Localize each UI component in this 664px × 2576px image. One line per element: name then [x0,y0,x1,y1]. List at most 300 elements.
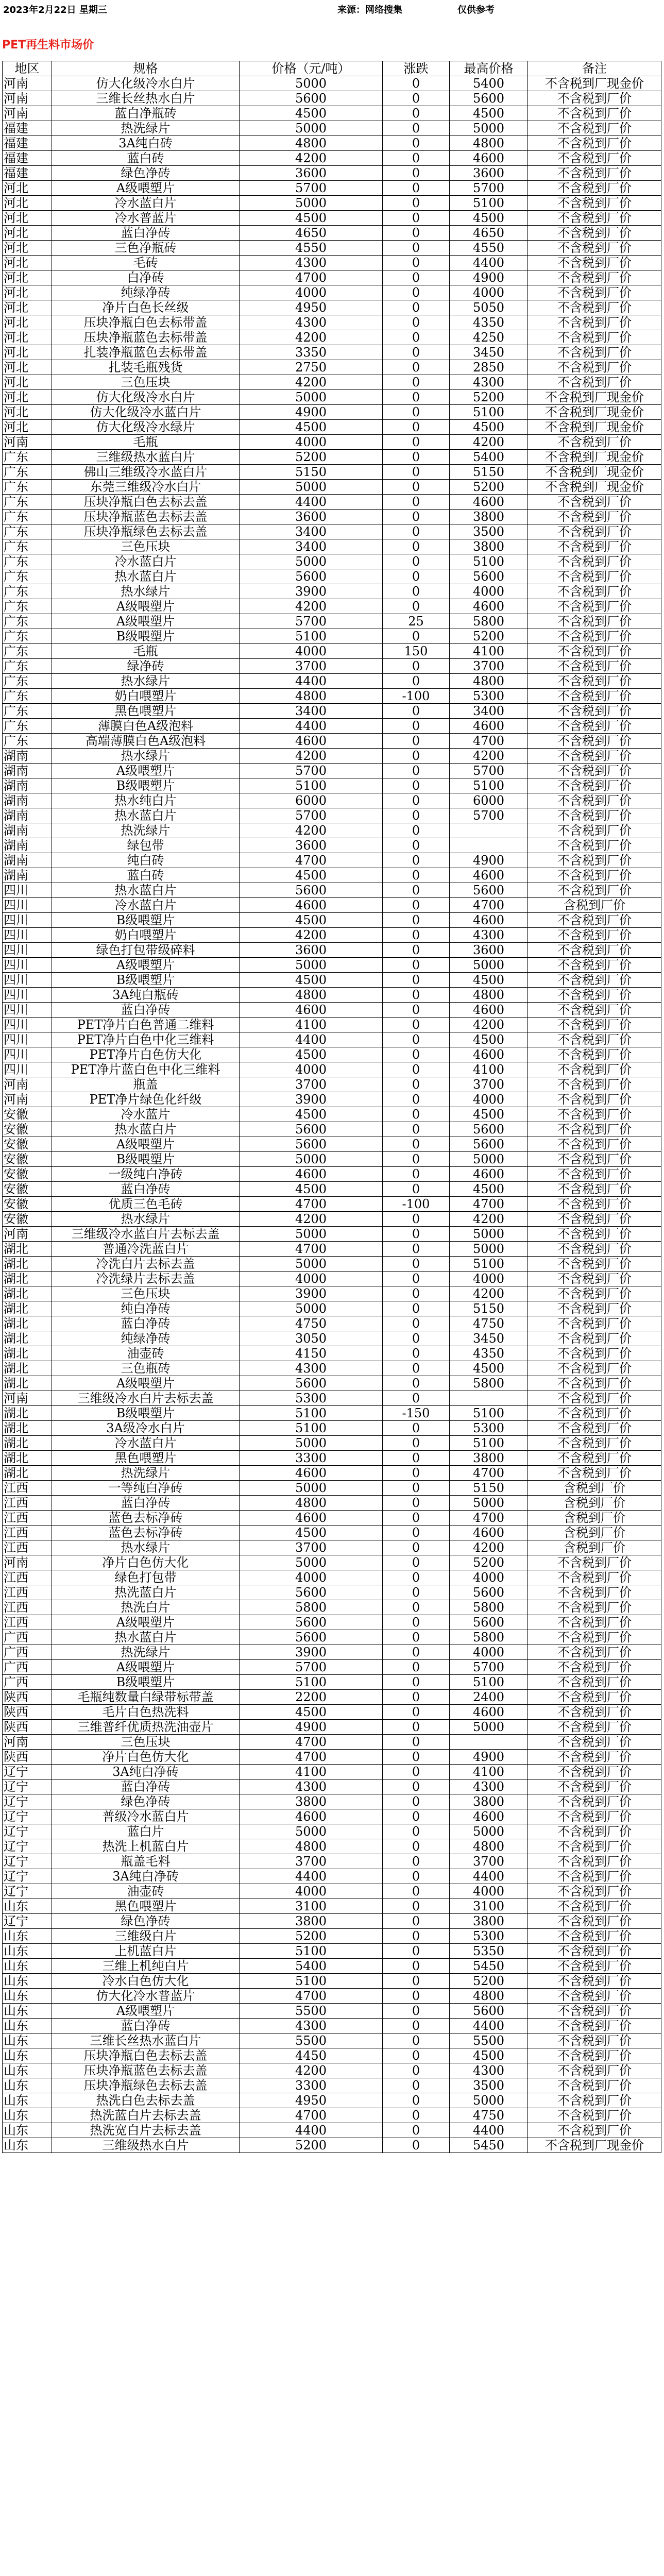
table-row [3,778,661,793]
table-row [3,2063,661,2078]
cell-region: 辽宁 [3,1839,52,1854]
cell-price: 5000 [240,1824,383,1839]
cell-region: 广东 [3,734,52,749]
cell-note: 不含税到厂价 [528,1690,661,1705]
cell-spec: 净片白色仿大化 [52,1750,240,1765]
table-row [3,1047,661,1062]
cell-note: 不含税到厂价 [528,1555,661,1570]
cell-spec: 仿大化级冷水绿片 [52,420,240,435]
cell-spec: 冷水蓝白片 [52,196,240,211]
cell-note: 不含税到厂价 [528,793,661,808]
cell-change: -100 [383,689,450,704]
cell-price: 4450 [240,2048,383,2063]
cell-price: 5600 [240,1376,383,1391]
cell-spec: PET净片蓝白色中化三维料 [52,1062,240,1077]
cell-price: 4500 [240,1047,383,1062]
cell-change: 0 [383,1884,450,1899]
cell-change: 0 [383,285,450,300]
cell-region: 江西 [3,1615,52,1630]
cell-change: 0 [383,928,450,943]
cell-max-price: 4000 [450,584,528,599]
cell-spec: PET净片白色仿大化 [52,1047,240,1062]
cell-region: 四川 [3,958,52,973]
cell-spec: 压块净瓶绿色去标去盖 [52,524,240,539]
cell-change: 0 [383,1824,450,1839]
cell-note: 不含税到厂价 [528,1451,661,1466]
table-row [3,1018,661,1032]
cell-region: 四川 [3,1047,52,1062]
cell-price: 5200 [240,1929,383,1944]
table-row [3,1540,661,1555]
cell-price: 2200 [240,1690,383,1705]
cell-region: 四川 [3,1018,52,1032]
cell-price: 5100 [240,1675,383,1690]
cell-change: 0 [383,853,450,868]
cell-spec: 绿色打包带 [52,1570,240,1585]
cell-change: 0 [383,734,450,749]
cell-max-price: 4400 [450,2019,528,2033]
cell-spec: 佛山三维级冷水蓝白片 [52,465,240,480]
cell-price: 4700 [240,1989,383,2004]
cell-price: 4700 [240,1242,383,1257]
table-row [3,1092,661,1107]
cell-note: 不含税到厂价 [528,1944,661,1959]
table-row [3,2138,661,2153]
cell-price: 5200 [240,2138,383,2153]
cell-price: 4950 [240,300,383,315]
cell-note: 不含税到厂现金价 [528,405,661,420]
cell-note: 不含税到厂价 [528,1466,661,1481]
cell-region: 山东 [3,2004,52,2019]
cell-max-price: 4200 [450,435,528,450]
table-row [3,2048,661,2063]
cell-price: 4750 [240,1316,383,1331]
cell-spec: B级喂塑片 [52,913,240,928]
cell-spec: 冷水白色仿大化 [52,1974,240,1989]
cell-spec: A级喂塑片 [52,1615,240,1630]
cell-change: 0 [383,1630,450,1645]
cell-region: 河南 [3,76,52,91]
cell-max-price: 5800 [450,1376,528,1391]
table-row [3,300,661,315]
cell-change: 0 [383,1869,450,1884]
cell-region: 河南 [3,1735,52,1750]
cell-region: 广东 [3,524,52,539]
table-row [3,734,661,749]
cell-region: 四川 [3,928,52,943]
table-row [3,76,661,91]
cell-note: 不含税到厂价 [528,121,661,136]
cell-price: 4100 [240,1018,383,1032]
cell-note: 含税到厂价 [528,1511,661,1526]
cell-note: 不含税到厂价 [528,2078,661,2093]
table-row [3,1137,661,1152]
cell-change: 0 [383,838,450,853]
cell-price: 4550 [240,241,383,256]
cell-max-price: 4200 [450,1018,528,1032]
table-row [3,1107,661,1122]
table-row [3,898,661,913]
cell-change: 0 [383,1526,450,1540]
cell-price: 3900 [240,1092,383,1107]
cell-max-price: 4900 [450,853,528,868]
cell-spec: 仿大化级冷水白片 [52,390,240,405]
table-row [3,1316,661,1331]
table-row [3,1765,661,1780]
table-row [3,1511,661,1526]
cell-max-price: 3100 [450,1899,528,1914]
cell-spec: 油壶砖 [52,1346,240,1361]
cell-spec: 压块净瓶白色去标去盖 [52,495,240,510]
cell-note: 不含税到厂价 [528,1824,661,1839]
cell-spec: 仿大化级冷水蓝白片 [52,405,240,420]
cell-note: 不含税到厂价 [528,360,661,375]
cell-max-price: 5000 [450,1242,528,1257]
table-row [3,1884,661,1899]
cell-spec: 蓝白净砖 [52,1780,240,1794]
cell-spec: 热水纯白片 [52,793,240,808]
cell-max-price: 5200 [450,1974,528,1989]
cell-note: 不含税到厂价 [528,1062,661,1077]
cell-max-price: 4600 [450,719,528,734]
cell-max-price: 4500 [450,1107,528,1122]
table-row [3,2078,661,2093]
table-row [3,2019,661,2033]
cell-change: 0 [383,569,450,584]
cell-price: 5000 [240,1555,383,1570]
cell-change: 0 [383,2123,450,2138]
cell-region: 江西 [3,1600,52,1615]
cell-region: 四川 [3,883,52,898]
table-row [3,2033,661,2048]
cell-note: 不含税到厂价 [528,1929,661,1944]
table-row [3,285,661,300]
cell-region: 江西 [3,1526,52,1540]
cell-price: 2750 [240,360,383,375]
cell-max-price [450,1391,528,1406]
cell-max-price: 4800 [450,1989,528,2004]
table-row [3,211,661,226]
cell-max-price: 4000 [450,1272,528,1286]
cell-spec: 蓝白净砖 [52,226,240,241]
cell-region: 山东 [3,1974,52,1989]
cell-change: 0 [383,1705,450,1720]
cell-spec: 热水蓝白片 [52,569,240,584]
cell-price: 3600 [240,166,383,181]
cell-price: 5600 [240,883,383,898]
cell-max-price: 5700 [450,1660,528,1675]
cell-spec: 热水蓝白片 [52,883,240,898]
cell-region: 湖南 [3,793,52,808]
cell-change: 0 [383,450,450,465]
cell-max-price: 4600 [450,1809,528,1824]
table-row [3,1645,661,1660]
table-row [3,674,661,689]
cell-price: 5000 [240,958,383,973]
table-row [3,330,661,345]
cell-change: 0 [383,1122,450,1137]
column-header-max-price: 最高价格 [450,61,528,76]
table-row [3,1630,661,1645]
cell-max-price: 4200 [450,1540,528,1555]
cell-region: 安徽 [3,1182,52,1197]
cell-price: 4700 [240,2108,383,2123]
table-row [3,1899,661,1914]
cell-max-price: 4800 [450,988,528,1003]
cell-spec: 纯白净砖 [52,1301,240,1316]
cell-region: 广东 [3,599,52,614]
cell-region: 湖南 [3,749,52,764]
cell-note: 不含税到厂价 [528,734,661,749]
cell-max-price: 4900 [450,1750,528,1765]
cell-spec: 三维上机纯白片 [52,1959,240,1974]
cell-max-price: 5800 [450,614,528,629]
cell-change: 0 [383,1032,450,1047]
cell-note: 不含税到厂价 [528,285,661,300]
column-header-price: 价格（元/吨） [240,61,383,76]
table-row [3,554,661,569]
cell-spec: 热洗白片 [52,1600,240,1615]
table-row [3,808,661,823]
cell-note: 不含税到厂价 [528,1227,661,1242]
cell-price: 5000 [240,480,383,495]
cell-spec: 上机蓝白片 [52,1944,240,1959]
table-row [3,928,661,943]
cell-price: 5000 [240,1257,383,1272]
cell-region: 湖南 [3,868,52,883]
cell-region: 湖南 [3,838,52,853]
cell-spec: 热洗绿片 [52,823,240,838]
cell-note: 不含税到厂价 [528,554,661,569]
cell-price: 5000 [240,121,383,136]
cell-note: 不含税到厂价 [528,883,661,898]
cell-spec: 奶白喂塑片 [52,928,240,943]
cell-change: 0 [383,1675,450,1690]
cell-note: 不含税到厂价 [528,1794,661,1809]
cell-max-price: 5100 [450,405,528,420]
cell-region: 四川 [3,973,52,988]
cell-note: 不含税到厂价 [528,1645,661,1660]
cell-max-price: 5700 [450,764,528,778]
cell-change: 0 [383,435,450,450]
cell-spec: 压块净瓶蓝色去标去盖 [52,510,240,524]
cell-region: 辽宁 [3,1780,52,1794]
table-row [3,868,661,883]
cell-change: 0 [383,1750,450,1765]
table-row [3,136,661,151]
cell-max-price: 5300 [450,1421,528,1436]
cell-price: 3400 [240,539,383,554]
cell-max-price: 5000 [450,1720,528,1735]
cell-spec: 普通冷洗蓝白片 [52,1242,240,1257]
cell-spec: 压块净瓶绿色去标去盖 [52,2078,240,2093]
cell-region: 山东 [3,2108,52,2123]
cell-note: 不含税到厂现金价 [528,465,661,480]
cell-spec: 绿色打包带级碎料 [52,943,240,958]
cell-change: 0 [383,2033,450,2048]
cell-spec: 扎装毛瓶残货 [52,360,240,375]
cell-region: 安徽 [3,1152,52,1167]
table-row [3,1780,661,1794]
cell-spec: 蓝白净砖 [52,1182,240,1197]
cell-price: 4800 [240,1496,383,1511]
cell-spec: 瓶盖毛料 [52,1854,240,1869]
cell-region: 河北 [3,330,52,345]
cell-max-price: 4350 [450,315,528,330]
cell-change: 0 [383,2138,450,2153]
cell-note: 不含税到厂价 [528,1167,661,1182]
cell-note: 不含税到厂价 [528,988,661,1003]
cell-note: 不含税到厂价 [528,1974,661,1989]
column-header-change: 涨跌 [383,61,450,76]
cell-region: 山东 [3,2123,52,2138]
cell-price: 4000 [240,285,383,300]
cell-max-price [450,1735,528,1750]
cell-max-price: 4500 [450,106,528,121]
cell-max-price: 5450 [450,2138,528,2153]
cell-spec: 压块净瓶白色去标去盖 [52,2048,240,2063]
cell-max-price: 4600 [450,151,528,166]
table-row [3,2093,661,2108]
cell-spec: A级喂塑片 [52,958,240,973]
cell-region: 安徽 [3,1137,52,1152]
cell-change: 0 [383,2093,450,2108]
cell-spec: PET净片绿色化纤级 [52,1092,240,1107]
cell-spec: 三维级白片 [52,1929,240,1944]
cell-spec: 3A纯白净砖 [52,1869,240,1884]
cell-max-price [450,823,528,838]
cell-note: 不含税到厂价 [528,2063,661,2078]
cell-note: 不含税到厂价 [528,330,661,345]
cell-spec: B级喂塑片 [52,778,240,793]
table-row [3,270,661,285]
cell-region: 湖北 [3,1421,52,1436]
column-header-note: 备注 [528,61,661,76]
cell-note: 不含税到厂价 [528,211,661,226]
cell-spec: 高端薄膜白色A级泡料 [52,734,240,749]
cell-note: 不含税到厂价 [528,196,661,211]
cell-region: 江西 [3,1540,52,1555]
table-row [3,166,661,181]
cell-max-price: 5600 [450,883,528,898]
table-row [3,1421,661,1436]
cell-price: 5600 [240,1630,383,1645]
cell-change: 0 [383,360,450,375]
cell-note: 不含税到厂价 [528,778,661,793]
table-row [3,524,661,539]
cell-spec: 热洗上机蓝白片 [52,1839,240,1854]
cell-note: 不含税到厂价 [528,1122,661,1137]
table-row [3,226,661,241]
cell-spec: A级喂塑片 [52,1137,240,1152]
cell-change: 0 [383,330,450,345]
cell-price: 3900 [240,584,383,599]
cell-change: 0 [383,1540,450,1555]
table-row [3,988,661,1003]
cell-price: 4950 [240,2093,383,2108]
cell-max-price: 3450 [450,1331,528,1346]
cell-change: 0 [383,315,450,330]
cell-max-price: 4300 [450,1780,528,1794]
cell-note: 不含税到厂现金价 [528,76,661,91]
cell-note: 不含税到厂价 [528,2123,661,2138]
cell-max-price: 3600 [450,166,528,181]
cell-region: 山东 [3,1944,52,1959]
cell-change: 0 [383,1481,450,1496]
cell-change: 0 [383,1272,450,1286]
cell-max-price: 4700 [450,1197,528,1212]
cell-region: 湖北 [3,1272,52,1286]
cell-price: 3350 [240,345,383,360]
table-row [3,360,661,375]
cell-region: 广东 [3,689,52,704]
cell-spec: 3A级冷水白片 [52,1421,240,1436]
cell-price: 5100 [240,778,383,793]
cell-price: 4200 [240,749,383,764]
cell-change: 0 [383,584,450,599]
cell-spec: 普级冷水蓝白片 [52,1809,240,1824]
cell-price: 5100 [240,1974,383,1989]
cell-change: 25 [383,614,450,629]
cell-change: 0 [383,1600,450,1615]
cell-region: 山东 [3,2019,52,2033]
cell-note: 不含税到厂价 [528,569,661,584]
cell-note: 不含税到厂价 [528,1152,661,1167]
cell-region: 湖北 [3,1286,52,1301]
table-header-row [3,61,661,76]
cell-max-price: 4200 [450,1212,528,1227]
column-header-region: 地区 [3,61,52,76]
cell-price: 4900 [240,1720,383,1735]
cell-change: 0 [383,256,450,270]
cell-price: 3900 [240,1645,383,1660]
table-row [3,793,661,808]
cell-region: 河北 [3,390,52,405]
cell-region: 四川 [3,1062,52,1077]
cell-note: 不含税到厂价 [528,1376,661,1391]
cell-note: 不含税到厂价 [528,1346,661,1361]
cell-change: 0 [383,1570,450,1585]
cell-note: 不含税到厂价 [528,823,661,838]
table-row [3,1122,661,1137]
table-row [3,539,661,554]
cell-price: 4900 [240,405,383,420]
cell-max-price: 4600 [450,868,528,883]
cell-price: 4300 [240,1780,383,1794]
cell-spec: 三维长丝热水蓝白片 [52,2033,240,2048]
cell-price: 4800 [240,689,383,704]
cell-change: 0 [383,1959,450,1974]
cell-change: 0 [383,1286,450,1301]
cell-max-price: 4600 [450,1003,528,1018]
cell-price: 5100 [240,1944,383,1959]
table-row [3,1257,661,1272]
cell-change: 0 [383,136,450,151]
cell-price: 4600 [240,734,383,749]
cell-change: 0 [383,2078,450,2093]
cell-note: 不含税到厂价 [528,973,661,988]
cell-price: 3600 [240,838,383,853]
cell-change: 0 [383,793,450,808]
cell-note: 不含税到厂价 [528,1600,661,1615]
cell-change: 0 [383,629,450,644]
cell-price: 5600 [240,569,383,584]
table-row [3,599,661,614]
cell-note: 不含税到厂价 [528,2004,661,2019]
cell-region: 江西 [3,1570,52,1585]
cell-price: 5000 [240,1481,383,1496]
cell-price: 4400 [240,495,383,510]
